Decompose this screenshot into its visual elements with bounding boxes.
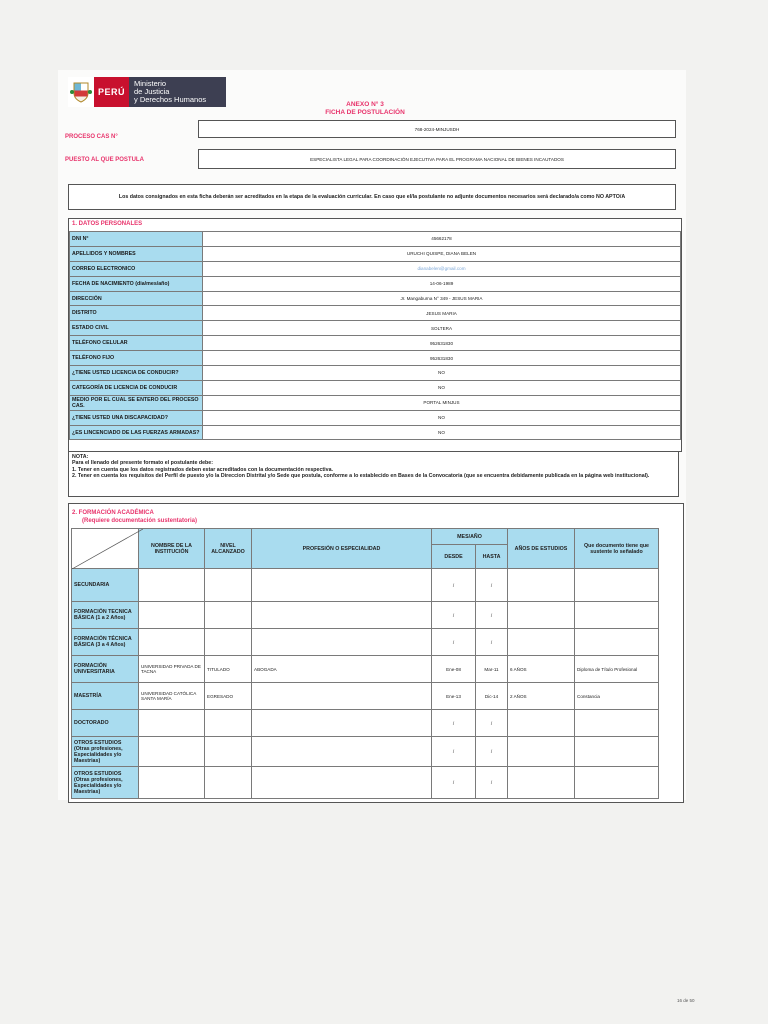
- academic-cell-inst: [139, 710, 205, 737]
- academic-cell-doc: Constancia: [575, 683, 659, 710]
- field-value: 952631830: [203, 336, 681, 351]
- academic-cell-prof: [252, 629, 432, 656]
- peru-label: PERÚ: [94, 77, 129, 107]
- academic-cell-nivel: [205, 767, 252, 799]
- academic-row-label: FORMACIÓN TÉCNICA BÁSICA (3 a 4 Años): [72, 629, 139, 656]
- header-hasta: HASTA: [476, 545, 508, 569]
- academic-cell-prof: ABOGADA: [252, 656, 432, 683]
- field-value: NO: [203, 380, 681, 395]
- personal-row: [70, 395, 681, 410]
- field-value: [203, 261, 681, 276]
- academic-cell-anios: 6 AÑOS: [508, 656, 575, 683]
- personal-row: [70, 425, 681, 440]
- personal-row: [70, 291, 681, 306]
- academic-cell-inst: [139, 629, 205, 656]
- field-label: TELÉFONO CELULAR: [70, 336, 203, 351]
- academic-cell-prof: [252, 602, 432, 629]
- field-value: PORTAL MINJUS: [203, 395, 681, 410]
- field-value: JESUS MARIA: [203, 306, 681, 321]
- academic-row-label: OTROS ESTUDIOS (Otras profesiones, Especialidades y/o Maestrias): [72, 767, 139, 799]
- notice-box: Los datos consignados en esta ficha deberán ser acreditados en la etapa de la evaluación curricular. En caso que el/la postulante no adjunte documentos necesarios será declarado/a como NO APTO/A: [68, 184, 676, 210]
- academic-cell-desde: /: [432, 602, 476, 629]
- field-value: NO: [203, 366, 681, 381]
- academic-cell-prof: [252, 737, 432, 767]
- field-label: ESTADO CIVIL: [70, 321, 203, 336]
- academic-cell-prof: [252, 683, 432, 710]
- field-value: 45662178: [203, 232, 681, 247]
- academic-cell-doc: [575, 710, 659, 737]
- academic-row: [72, 710, 659, 737]
- field-value: SOLTERA: [203, 321, 681, 336]
- academic-cell-doc: [575, 569, 659, 602]
- academic-cell-nivel: [205, 602, 252, 629]
- academic-cell-prof: [252, 767, 432, 799]
- academic-cell-desde: /: [432, 767, 476, 799]
- ministry-logo: [68, 77, 226, 107]
- academic-title: 2. FORMACIÓN ACADÉMICA (Requiere documentación sustentatoria): [72, 510, 198, 524]
- personal-row: [70, 246, 681, 261]
- academic-cell-doc: [575, 737, 659, 767]
- field-label: TELÉFONO FIJO: [70, 351, 203, 366]
- annex-title: ANEXO N° 3 FICHA DE POSTULACIÓN: [325, 101, 405, 116]
- academic-cell-nivel: TITULADO: [205, 656, 252, 683]
- academic-cell-anios: [508, 629, 575, 656]
- academic-cell-inst: UNIVERSIDAD PRIVADA DE TACNA: [139, 656, 205, 683]
- academic-row-label: SECUNDARIA: [72, 569, 139, 602]
- header-profesion: PROFESIÓN O ESPECIALIDAD: [252, 529, 432, 569]
- academic-cell-desde: /: [432, 629, 476, 656]
- academic-cell-desde: /: [432, 710, 476, 737]
- personal-row: [70, 261, 681, 276]
- academic-cell-anios: [508, 602, 575, 629]
- personal-row: [70, 380, 681, 395]
- academic-row-label: FORMACIÓN TECNICA BÁSICA (1 a 2 Años): [72, 602, 139, 629]
- academic-cell-inst: UNIVERSIDAD CATÓLICA SANTA MARÍA: [139, 683, 205, 710]
- academic-cell-hasta: Dic-14: [476, 683, 508, 710]
- academic-cell-desde: /: [432, 569, 476, 602]
- header-institucion: NOMBRE DE LA INSTITUCIÓN: [139, 529, 205, 569]
- academic-cell-desde: Ene-13: [432, 683, 476, 710]
- academic-cell-hasta: /: [476, 569, 508, 602]
- personal-data-section: [68, 218, 682, 452]
- personal-row: [70, 351, 681, 366]
- academic-cell-anios: [508, 767, 575, 799]
- field-label: ¿TIENE USTED LICENCIA DE CONDUCIR?: [70, 366, 203, 381]
- field-label: APELLIDOS Y NOMBRES: [70, 246, 203, 261]
- academic-cell-hasta: /: [476, 629, 508, 656]
- personal-row: [70, 336, 681, 351]
- academic-row: [72, 569, 659, 602]
- academic-cell-doc: [575, 602, 659, 629]
- academic-row-label: FORMACIÓN UNIVERSITARIA: [72, 656, 139, 683]
- field-value: NO: [203, 410, 681, 425]
- coat-of-arms-icon: [68, 77, 94, 107]
- header-documento: Que documento tiene que sustente lo señalado: [575, 529, 659, 569]
- note-box: NOTA: Para el llenado del presente formato el postulante debe: 1. Tener en cuenta que los datos registrados deben estar acreditados con la documentación respectiva. 2. Tener en cuenta los requisitos del Perfil de puesto y/o la Direccion Distrital y/o Sede que postula, conforme a lo establecido en Bases de la Convocatoria (que se encuentra debidamente publicada en la página web institucional).: [68, 451, 679, 497]
- academic-cell-desde: /: [432, 737, 476, 767]
- field-value: NO: [203, 425, 681, 440]
- puesto-label: PUESTO AL QUE POSTULA: [65, 157, 144, 163]
- field-value: 952631830: [203, 351, 681, 366]
- academic-cell-doc: [575, 629, 659, 656]
- academic-cell-inst: [139, 737, 205, 767]
- academic-cell-doc: Diploma de Título Profesional: [575, 656, 659, 683]
- personal-row: [70, 321, 681, 336]
- academic-cell-hasta: /: [476, 602, 508, 629]
- academic-row: [72, 683, 659, 710]
- personal-row: [70, 306, 681, 321]
- academic-cell-nivel: [205, 629, 252, 656]
- academic-cell-hasta: Mar-11: [476, 656, 508, 683]
- field-label: CATEGORÍA DE LICENCIA DE CONDUCIR: [70, 380, 203, 395]
- academic-table: [71, 528, 659, 799]
- academic-cell-nivel: [205, 569, 252, 602]
- header-anios: AÑOS DE ESTUDIOS: [508, 529, 575, 569]
- email-value: dianabelen@gmail.com: [417, 266, 466, 272]
- academic-cell-inst: [139, 569, 205, 602]
- academic-cell-inst: [139, 602, 205, 629]
- academic-cell-desde: Ene-08: [432, 656, 476, 683]
- puesto-value: ESPECIALISTA LEGAL PARA COORDINACIÓN EJECUTIVA PARA EL PROGRAMA NACIONAL DE BIENES INCAUTADOS: [198, 149, 676, 169]
- header-desde: DESDE: [432, 545, 476, 569]
- academic-cell-prof: [252, 710, 432, 737]
- academic-cell-anios: [508, 569, 575, 602]
- personal-row: [70, 410, 681, 425]
- field-value: URUCHI QUISPE, DIANA BELEN: [203, 246, 681, 261]
- academic-cell-nivel: [205, 710, 252, 737]
- field-value: 14-06-1989: [203, 276, 681, 291]
- proceso-value: 768-2024-MINJUSDH: [198, 120, 676, 138]
- academic-row-label: MAESTRÍA: [72, 683, 139, 710]
- field-label: DISTRITO: [70, 306, 203, 321]
- field-label: CORREO ELECTRONICO: [70, 261, 203, 276]
- academic-row: [72, 767, 659, 799]
- academic-cell-anios: [508, 737, 575, 767]
- academic-row: [72, 656, 659, 683]
- personal-row: [70, 276, 681, 291]
- academic-cell-hasta: /: [476, 710, 508, 737]
- personal-data-title: 1. DATOS PERSONALES: [72, 221, 143, 227]
- academic-cell-anios: 2 AÑOS: [508, 683, 575, 710]
- academic-cell-nivel: EGRESADO: [205, 683, 252, 710]
- academic-cell-nivel: [205, 737, 252, 767]
- academic-row: [72, 629, 659, 656]
- header-nivel: NIVEL ALCANZADO: [205, 529, 252, 569]
- field-label: MEDIO POR EL CUAL SE ENTERO DEL PROCESO CAS.: [70, 395, 203, 410]
- field-label: DNI N°: [70, 232, 203, 247]
- academic-cell-hasta: /: [476, 737, 508, 767]
- field-label: ¿ES LINCENCIADO DE LAS FUERZAS ARMADAS?: [70, 425, 203, 440]
- field-label: DIRECCIÓN: [70, 291, 203, 306]
- diagonal-header-cell: [72, 529, 139, 569]
- field-value: Jr. Mangaburna N° 349 - JESUS MARIA: [203, 291, 681, 306]
- academic-row: [72, 737, 659, 767]
- academic-row: [72, 602, 659, 629]
- field-label: FECHA DE NACIMIENTO (dia/mes/año): [70, 276, 203, 291]
- academic-cell-prof: [252, 569, 432, 602]
- proceso-label: PROCESO CAS N°: [65, 134, 118, 140]
- personal-row: [70, 366, 681, 381]
- page-number: 16 de 50: [677, 998, 695, 1003]
- academic-cell-doc: [575, 767, 659, 799]
- academic-row-label: DOCTORADO: [72, 710, 139, 737]
- personal-data-table: [69, 231, 681, 440]
- academic-cell-inst: [139, 767, 205, 799]
- field-label: ¿TIENE USTED UNA DISCAPACIDAD?: [70, 410, 203, 425]
- academic-row-label: OTROS ESTUDIOS (Otras profesiones, Especialidades y/o Maestrias): [72, 737, 139, 767]
- header-mesano: MES/AÑO: [432, 529, 508, 545]
- ministry-name: Ministerio de Justicia y Derechos Humanos: [129, 77, 226, 107]
- academic-cell-anios: [508, 710, 575, 737]
- personal-row: [70, 232, 681, 247]
- academic-cell-hasta: /: [476, 767, 508, 799]
